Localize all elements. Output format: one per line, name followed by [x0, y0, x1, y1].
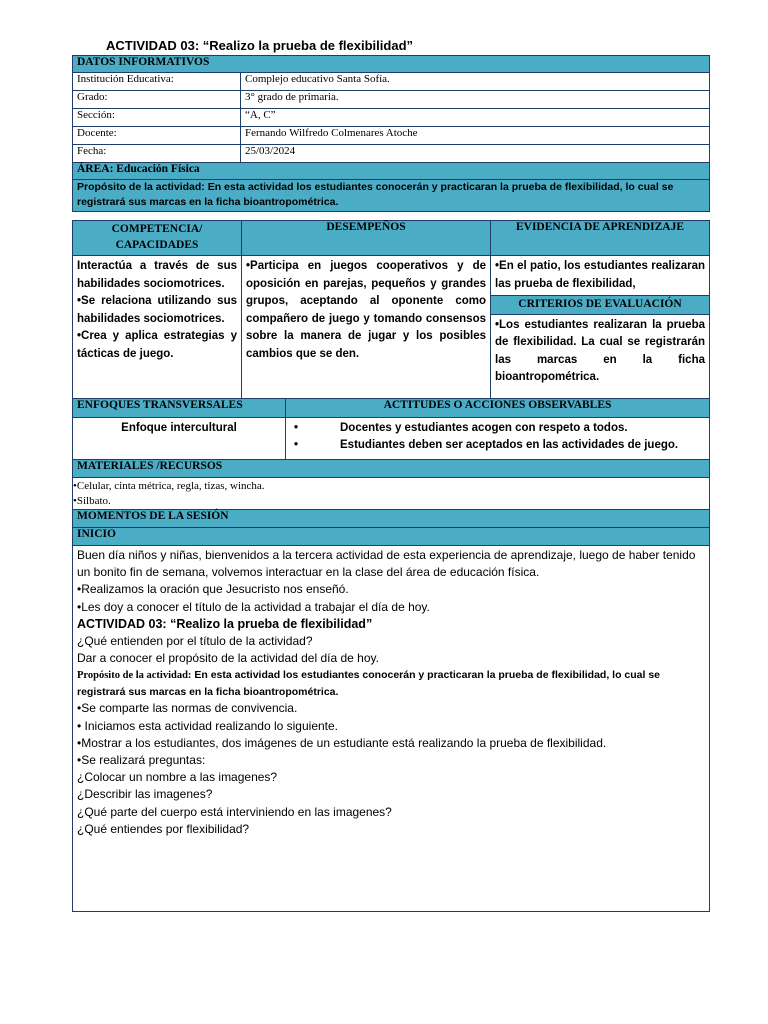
enfoques-table	[72, 398, 710, 461]
session-line: Buen día niños y niñas, bienvenidos a la tercera actividad de esta experiencia de aprendizaje, luego de haber tenido un bonito fin de semana, volvemos interactuar en la clase del área de educación física.	[77, 548, 696, 580]
inicio-content	[73, 546, 710, 912]
actitudes-header: ACTITUDES O ACCIONES OBSERVABLES	[286, 399, 710, 418]
session-line: ¿Colocar un nombre a las imagenes?	[77, 770, 278, 785]
actitud-text: Estudiantes deben ser aceptados en las actividades de juego.	[340, 439, 679, 451]
competencia-cell	[73, 256, 242, 399]
competencia-item: •Se relaciona utilizando sus habilidades sociomotrices.	[77, 295, 237, 325]
enfoque-cell: Enfoque intercultural	[73, 418, 286, 461]
session-line: •Realizamos la oración que Jesucristo nos enseñó.	[77, 582, 349, 597]
fecha-value: 25/03/2024	[241, 145, 710, 163]
material-item: •Celular, cinta métrica, regla, tizas, wincha.	[73, 480, 265, 492]
datos-table	[72, 55, 710, 212]
competencia-header: COMPETENCIA/ CAPACIDADES	[73, 221, 242, 256]
desempeno-cell: •Participa en juegos cooperativos y de oposición en parejas, pequeños y grandes grupos, aceptando al oponente como compañero de juego y tomando consensos sobre la manera de jugar y los posibles cambios que se den.	[242, 256, 491, 399]
session-line: •Mostrar a los estudiantes, dos imágenes de un estudiante está realizando la prueba de flexibilidad.	[77, 735, 607, 750]
evidencia-cell	[491, 256, 710, 399]
actitudes-cell	[286, 418, 710, 461]
materiales-table	[72, 459, 710, 912]
session-line: ¿Describir las imagenes?	[77, 787, 213, 802]
datos-header: DATOS INFORMATIVOS	[73, 56, 710, 73]
enfoques-header: ENFOQUES TRANSVERSALES	[73, 399, 286, 418]
session-line: ¿Qué entiendes por flexibilidad?	[77, 821, 250, 836]
criterios-header: CRITERIOS DE EVALUACIÓN	[491, 295, 709, 315]
actitud-text: Docentes y estudiantes acogen con respeto a todos.	[340, 422, 628, 434]
seccion-value: “A, C”	[241, 109, 710, 127]
session-proposito-label: Propósito de la actividad:	[77, 670, 192, 682]
session-proposito	[77, 667, 705, 700]
institucion-value: Complejo educativo Santa Sofía.	[241, 73, 710, 91]
session-line: •Se comparte las normas de convivencia.	[77, 701, 298, 716]
momentos-header: MOMENTOS DE LA SESIÓN	[73, 510, 710, 528]
grado-label: Grado:	[73, 91, 241, 109]
bullet: •	[294, 439, 299, 451]
institucion-label: Institución Educativa:	[73, 73, 241, 91]
materiales-cell	[73, 478, 710, 510]
session-line: Dar a conocer el propósito de la actividad del día de hoy.	[77, 651, 379, 666]
actitud-item	[290, 437, 705, 454]
evidencia-header: EVIDENCIA DE APRENDIZAJE	[491, 221, 710, 256]
competencia-item: Interactúa a través de sus habilidades sociomotrices.	[77, 260, 237, 290]
criterios-text: •Los estudiantes realizaran la prueba de flexibilidad. La cual se registrarán las marcas en la ficha bioantropométrica.	[495, 318, 705, 383]
docente-value: Fernando Wilfredo Colmenares Atoche	[241, 127, 710, 145]
actitud-item	[290, 420, 705, 437]
proposito-text: En esta actividad los estudiantes conocerán y practicaran la prueba de flexibilidad, lo cual se registrará sus marcas en la ficha bioantropométrica.	[77, 181, 674, 208]
session-line: ¿Qué parte del cuerpo está interviniendo en las imagenes?	[77, 804, 392, 819]
session-activity-title: ACTIVIDAD 03: “Realizo la prueba de flexibilidad”	[77, 616, 373, 631]
session-line: • Iniciamos esta actividad realizando lo siguiente.	[77, 718, 339, 733]
area-header: ÁREA: Educación Física	[73, 163, 710, 180]
competencia-item: •Crea y aplica estrategias y tácticas de juego.	[77, 330, 237, 360]
desempenos-header: DESEMPEÑOS	[242, 221, 491, 256]
competencia-table	[72, 220, 710, 399]
grado-value: 3° grado de primaria.	[241, 91, 710, 109]
seccion-label: Sección:	[73, 109, 241, 127]
proposito-label: Propósito de la actividad:	[77, 181, 205, 193]
inicio-header: INICIO	[73, 528, 710, 546]
evidencia-text: •En el patio, los estudiantes realizaran las prueba de flexibilidad,	[495, 260, 705, 290]
fecha-label: Fecha:	[73, 145, 241, 163]
session-line: ¿Qué entienden por el título de la actividad?	[77, 634, 313, 649]
docente-label: Docente:	[73, 127, 241, 145]
material-item: •Silbato.	[73, 495, 111, 507]
proposito-box	[73, 180, 710, 212]
bullet: •	[294, 422, 299, 434]
session-proposito-text: En esta actividad los estudiantes conocerán y practicaran la prueba de flexibilidad, lo cual se registrará sus marcas en la ficha bioantropométrica.	[77, 669, 661, 699]
session-line: •Se realizará preguntas:	[77, 753, 206, 768]
session-line: •Les doy a conocer el título de la actividad a trabajar el día de hoy.	[77, 599, 430, 614]
document-title: ACTIVIDAD 03: “Realizo la prueba de flexibilidad”	[106, 38, 414, 53]
materiales-header: MATERIALES /RECURSOS	[73, 460, 710, 478]
